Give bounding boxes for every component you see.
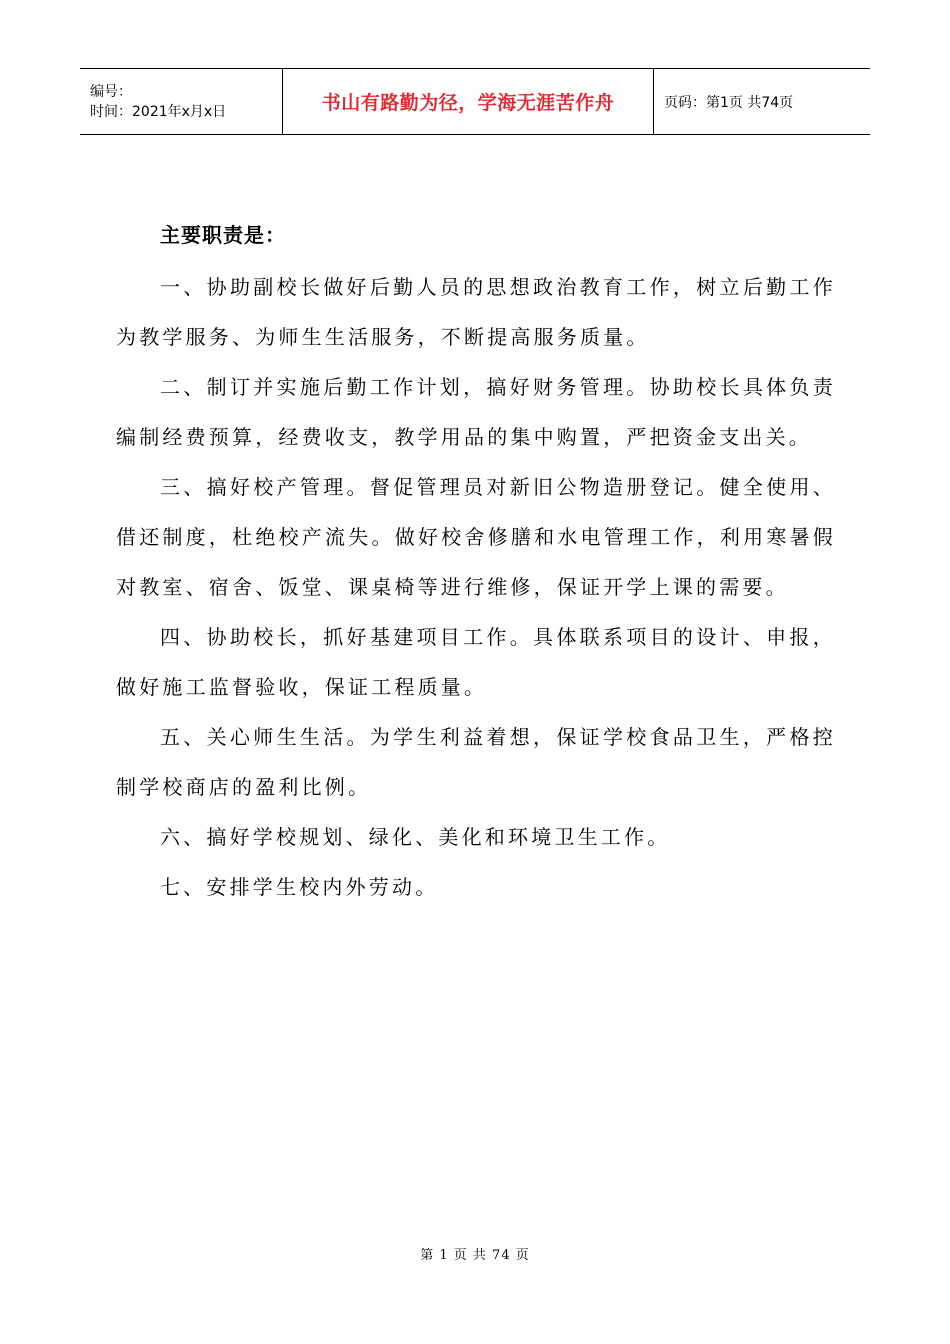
document-header	[80, 68, 870, 135]
document-number-label: 编号：	[90, 83, 132, 100]
header-page-cell	[654, 69, 870, 134]
header-meta-cell	[80, 69, 282, 134]
duty-paragraph-2: 二、制订并实施后勤工作计划，搞好财务管理。协助校长具体负责编制经费预算，经费收支，教学用品的集中购置，严把资金支出关。	[116, 375, 836, 449]
duty-paragraph-7: 七、安排学生校内外劳动。	[160, 875, 439, 899]
page-footer: 第 1 页 共 74 页	[420, 1248, 530, 1263]
section-heading: 主要职责是：	[160, 223, 286, 247]
duty-paragraph-1: 一、协助副校长做好后勤人员的思想政治教育工作，树立后勤工作为教学服务、为师生生活服务，不断提高服务质量。	[116, 275, 836, 349]
header-motto-cell	[282, 69, 654, 134]
duty-paragraph-4: 四、协助校长，抓好基建项目工作。具体联系项目的设计、申报，做好施工监督验收，保证工程质量。	[116, 625, 836, 699]
document-body	[116, 212, 836, 912]
document-date-label: 时间：2021年x月x日	[90, 103, 227, 120]
duty-paragraph-3: 三、搞好校产管理。督促管理员对新旧公物造册登记。健全使用、借还制度，杜绝校产流失。做好校舍修膳和水电管理工作，利用寒暑假对教室、宿舍、饭堂、课桌椅等进行维修，保证开学上课的需要。	[116, 475, 836, 599]
duty-paragraph-6: 六、搞好学校规划、绿化、美化和环境卫生工作。	[160, 825, 671, 849]
duty-paragraph-5: 五、关心师生生活。为学生利益着想，保证学校食品卫生，严格控制学校商店的盈利比例。	[116, 725, 836, 799]
header-motto: 书山有路勤为径，学海无涯苦作舟	[321, 92, 615, 114]
header-page-info: 页码：第1页 共74页	[664, 94, 794, 111]
